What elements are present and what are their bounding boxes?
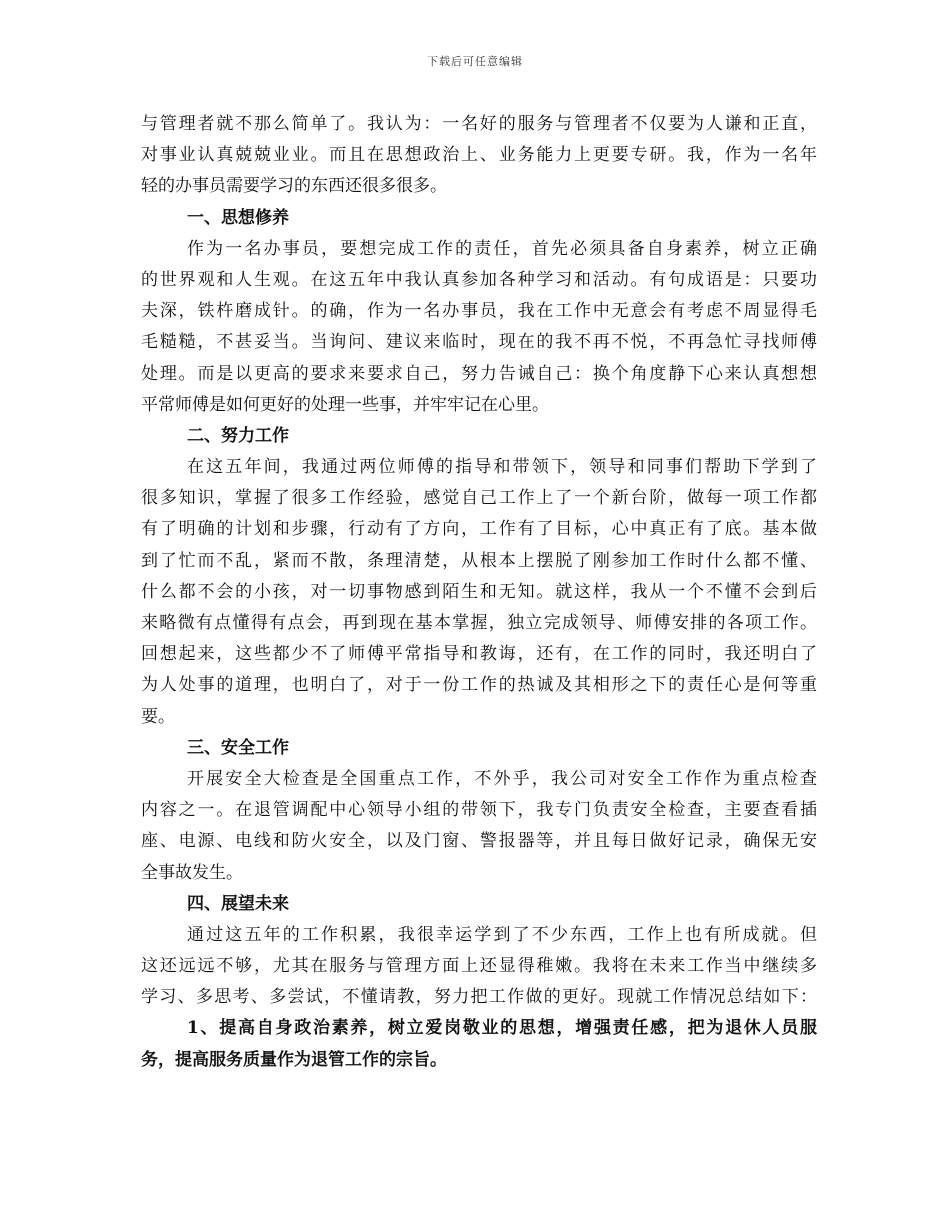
page-header: 下载后可任意编辑 <box>427 55 523 68</box>
paragraph-line: 座、电源、电线和防火安全，以及门窗、警报器等，并且每日做好记录，确保无安 <box>141 831 817 852</box>
paragraph-line: 有了明确的计划和步骤，行动有了方向，工作有了目标，心中真正有了底。基本做 <box>141 519 817 540</box>
paragraph-line: 轻的办事员需要学习的东西还很多很多。 <box>141 176 447 197</box>
paragraph-line: 什么都不会的小孩，对一切事物感到陌生和无知。就这样，我从一个不懂不会到后 <box>141 581 817 602</box>
paragraph-line: 毛糙糙，不甚妥当。当询问、建议来临时，现在的我不再不悦，不再急忙寻找师傅 <box>141 332 817 353</box>
paragraph-line: 这还远远不够，尤其在服务与管理方面上还显得稚嫩。我将在未来工作当中继续多 <box>141 956 817 977</box>
paragraph-line: 学习、多思考、多尝试，不懂请教，努力把工作做的更好。现就工作情况总结如下： <box>141 987 817 1008</box>
paragraph-line: 全事故发生。 <box>141 862 243 883</box>
document-body <box>141 109 817 1076</box>
paragraph-line: 到了忙而不乱，紧而不散，条理清楚，从根本上摆脱了刚参加工作时什么都不懂、 <box>141 550 817 571</box>
paragraph-line: 与管理者就不那么简单了。我认为：一名好的服务与管理者不仅要为人谦和正直， <box>141 114 817 134</box>
paragraph-line: 为人处事的道理，也明白了，对于一份工作的热诚及其相形之下的责任心是何等重 <box>141 675 817 696</box>
paragraph-line: 处理。而是以更高的要求来要求自己，努力告诫自己：换个角度静下心来认真想想 <box>141 363 817 384</box>
section-heading-4: 四、展望未来 <box>187 893 289 914</box>
bold-point-line: 务，提高服务质量作为退管工作的宗旨。 <box>141 1049 447 1070</box>
paragraph-line: 开展安全大检查是全国重点工作，不外乎，我公司对安全工作作为重点检查 <box>187 768 817 789</box>
paragraph-line: 来略微有点懂得有点会，再到现在基本掌握，独立完成领导、师傅安排的各项工作。 <box>141 613 817 633</box>
paragraph-line: 对事业认真兢兢业业。而且在思想政治上、业务能力上更要专研。我，作为一名年 <box>141 145 817 166</box>
paragraph-line: 内容之一。在退管调配中心领导小组的带领下，我专门负责安全检查，主要查看插 <box>141 800 817 821</box>
paragraph-line: 很多知识，掌握了很多工作经验，感觉自己工作上了一个新台阶，做每一项工作都 <box>141 488 817 509</box>
paragraph-line: 回想起来，这些都少不了师傅平常指导和教诲，还有，在工作的同时，我还明白了 <box>141 644 817 665</box>
paragraph-line: 要。 <box>141 706 175 727</box>
bold-point-line: 1、提高自身政治素养，树立爱岗敬业的思想，增强责任感，把为退休人员服 <box>187 1018 817 1039</box>
paragraph-line: 的世界观和人生观。在这五年中我认真参加各种学习和活动。有句成语是：只要功 <box>141 269 817 290</box>
paragraph-line: 作为一名办事员，要想完成工作的责任，首先必须具备自身素养，树立正确 <box>187 238 817 259</box>
paragraph-line: 平常师傅是如何更好的处理一些事，并牢牢记在心里。 <box>141 394 549 415</box>
section-heading-1: 一、思想修养 <box>187 207 289 228</box>
paragraph-line: 通过这五年的工作积累，我很幸运学到了不少东西，工作上也有所成就。但 <box>187 924 817 945</box>
paragraph-line: 在这五年间，我通过两位师傅的指导和带领下，领导和同事们帮助下学到了 <box>187 457 817 478</box>
paragraph-line: 夫深，铁杵磨成针。的确，作为一名办事员，我在工作中无意会有考虑不周显得毛 <box>141 301 817 322</box>
section-heading-3: 三、安全工作 <box>187 737 289 758</box>
section-heading-2: 二、努力工作 <box>187 425 289 446</box>
